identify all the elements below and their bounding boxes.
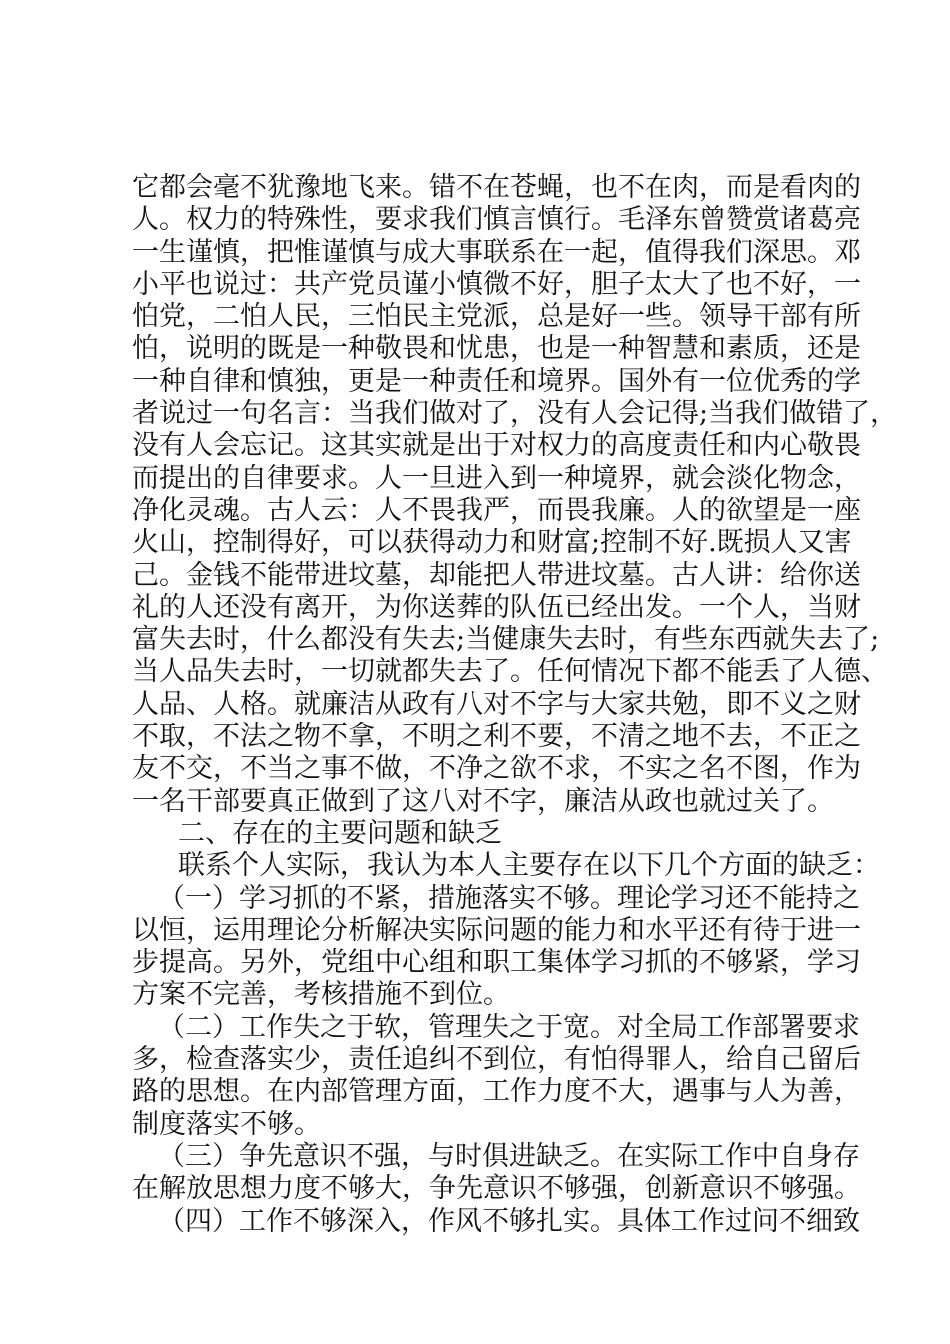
text-line: 净化灵魂。古人云：人不畏我严，而畏我廉。人的欲望是一座: [132, 494, 861, 526]
text-line: 没有人会忘记。这其实就是出于对权力的高度责任和内心敬畏: [132, 430, 861, 462]
text-line: 制度落实不够。: [132, 1108, 321, 1140]
text-line: 己。金钱不能带进坟墓，却能把人带进坟墓。古人讲：给你送: [132, 559, 861, 591]
text-line: 小平也说过：共产党员谨小慎微不好，胆子太大了也不好，一: [132, 268, 861, 300]
body-text: [132, 172, 898, 1238]
text-line: 以恒，运用理论分析解决实际问题的能力和水平还有待于进一: [132, 914, 861, 946]
text-line: 人品、人格。就廉洁从政有八对不字与大家共勉，即不义之财: [132, 688, 861, 720]
text-line: 一种自律和慎独，更是一种责任和境界。国外有一位优秀的学: [132, 365, 861, 397]
text-line: 者说过一句名言：当我们做对了，没有人会记得;当我们做错了，: [132, 398, 898, 430]
text-line: 火山，控制得好，可以获得动力和财富;控制不好.既损人又害: [132, 527, 852, 559]
text-line: 人。权力的特殊性，要求我们慎言慎行。毛泽东曾赞赏诸葛亮: [132, 204, 861, 236]
text-line: 而提出的自律要求。人一旦进入到一种境界，就会淡化物念，: [132, 462, 861, 494]
text-line: 富失去时，什么都没有失去;当健康失去时，有些东西就失去了;: [132, 624, 880, 656]
text-line: 步提高。另外，党组中心组和职工集体学习抓的不够紧，学习: [132, 947, 861, 979]
text-line: （三）争先意识不强，与时俱进缺乏。在实际工作中自身存: [158, 1140, 860, 1172]
text-line: （四）工作不够深入，作风不够扎实。具体工作过问不细致: [158, 1205, 860, 1237]
text-line: （二）工作失之于软，管理失之于宽。对全局工作部署要求: [158, 1011, 860, 1043]
text-line: 怕党，二怕人民，三怕民主党派，总是好一些。领导干部有所: [132, 301, 861, 333]
text-line: 当人品失去时，一切就都失去了。任何情况下都不能丢了人德、: [132, 656, 888, 688]
text-line: 礼的人还没有离开，为你送葬的队伍已经出发。一个人，当财: [132, 591, 861, 623]
text-line: 怕，说明的既是一种敬畏和忧患，也是一种智慧和素质，还是: [132, 333, 861, 365]
text-line: 它都会毫不犹豫地飞来。错不在苍蝇，也不在肉，而是看肉的: [132, 172, 861, 203]
text-line: 一生谨慎，把惟谨慎与成大事联系在一起，值得我们深思。邓: [132, 236, 861, 268]
text-line: 在解放思想力度不够大，争先意识不够强，创新意识不够强。: [132, 1173, 861, 1205]
text-line: 不取，不法之物不拿，不明之利不要，不清之地不去，不正之: [132, 721, 861, 753]
text-line: 友不交，不当之事不做，不净之欲不求，不实之名不图，作为: [132, 753, 861, 785]
text-line: 联系个人实际，我认为本人主要存在以下几个方面的缺乏：: [178, 850, 880, 882]
text-line: 路的思想。在内部管理方面，工作力度不大，遇事与人为善，: [132, 1076, 861, 1108]
section-heading: 二、存在的主要问题和缺乏: [178, 817, 502, 849]
text-line: （一）学习抓的不紧，措施落实不够。理论学习还不能持之: [158, 882, 860, 914]
text-line: 多，检查落实少，责任追纠不到位，有怕得罪人，给自己留后: [132, 1044, 861, 1076]
text-line: 一名干部要真正做到了这八对不字，廉洁从政也就过关了。: [132, 785, 834, 817]
text-line: 方案不完善，考核措施不到位。: [132, 979, 510, 1011]
